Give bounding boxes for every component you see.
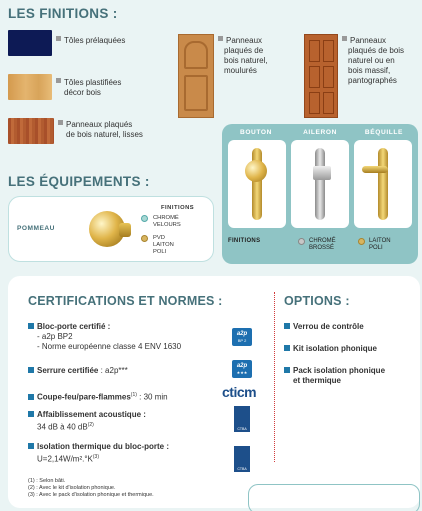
finition-item-5: Panneaux plaqués de bois naturel ou en bois massif, pantographés: [342, 36, 404, 86]
divider: [274, 292, 275, 462]
option-pack-isolation: Pack isolation phonique et thermique: [284, 366, 385, 386]
empty-box: [248, 484, 420, 511]
type-aileron: AILERON: [303, 129, 337, 136]
bullet-square-icon: [56, 78, 61, 83]
option-kit-phonique: Kit isolation phonique: [284, 344, 377, 353]
equipements-title: LES ÉQUIPEMENTS :: [8, 174, 150, 189]
cert-item-thermique: Isolation thermique du bloc-porte : $U=2,14W/m^2.^\circ K^{(3)}$: [28, 442, 169, 465]
pommeau-finitions-title: FINITIONS: [161, 205, 195, 211]
bullet-square-icon: [28, 323, 34, 329]
pommeau-card: [8, 196, 214, 262]
ctba-logo-1: CTBA: [234, 406, 250, 432]
finition-label: Tôles prélaquées: [64, 36, 126, 45]
handles-option-chrome: CHROMÉ BROSSÉ: [298, 238, 336, 252]
cert-item-acoustique: Affaiblissement acoustique : 34 dB à 40 $dB^{(2)}$: [28, 410, 146, 433]
bullet-square-icon: [28, 443, 34, 449]
a2p-logo-bp2: a2p BP 2: [232, 328, 252, 346]
swatch-prelaquee: [8, 30, 52, 56]
footnotes: (1) : Selon bâti. (2) : Avec le kit d'isolation phonique. (3) : Avec le pack d'isolation phonique et thermique.: [28, 478, 154, 498]
bullet-square-icon: [28, 367, 34, 373]
finition-item-2: Tôles plastifiées décor bois: [56, 78, 121, 98]
certifications-title: CERTIFICATIONS ET NORMES :: [28, 294, 223, 308]
finition-item-3: Panneaux plaqués de bois naturel, lisses: [58, 120, 143, 140]
a2p-logo-3stars: a2p ★★★: [232, 360, 252, 378]
door-moulure-image: [178, 34, 214, 118]
options-title: OPTIONS :: [284, 294, 350, 308]
cert-item-bloc-porte: Bloc-porte certifié : - a2p BP2 - Norme européenne classe 4 ENV 1630: [28, 322, 181, 352]
bouton-tile: [228, 140, 286, 228]
handles-finitions-label: FINITIONS: [228, 238, 261, 244]
bullet-square-icon: [28, 411, 34, 417]
ctba-logo-2: CTBA: [234, 446, 250, 472]
finitions-title: LES FINITIONS :: [8, 6, 118, 21]
knob-image: [89, 209, 131, 251]
pommeau-label: POMMEAU: [17, 225, 55, 232]
cert-item-serrure: Serrure certifiée : a2p***: [28, 366, 128, 376]
bequille-tile: [354, 140, 412, 228]
door-pantographe-image: [304, 34, 338, 118]
pommeau-option-pvd: PVD LAITON POLI: [141, 235, 151, 244]
cert-item-coupe-feu: Coupe-feu/pare-flammes$^{(1)}$ : 30 min: [28, 390, 168, 403]
swatch-plastifiee: [8, 74, 52, 100]
handles-option-laiton: LAITON POLI: [358, 238, 391, 252]
swatch-lisse: [8, 118, 54, 144]
cticm-logo: cticm: [222, 384, 257, 400]
bullet-square-icon: [284, 345, 290, 351]
handles-panel: [222, 124, 418, 264]
type-bequille: BÉQUILLE: [364, 129, 404, 136]
bullet-square-icon: [284, 323, 290, 329]
bullet-square-icon: [218, 36, 223, 41]
bullet-square-icon: [284, 367, 290, 373]
bullet-square-icon: [28, 394, 34, 400]
finition-item-4: Panneaux plaqués de bois naturel, moulurés: [218, 36, 268, 76]
certifications-card: [8, 276, 420, 508]
bullet-square-icon: [58, 120, 63, 125]
pommeau-option-chrome: CHROMÉ VELOURS: [141, 215, 151, 224]
option-verrou: Verrou de contrôle: [284, 322, 364, 331]
finition-item-1: [56, 36, 125, 46]
bullet-square-icon: [342, 36, 347, 41]
bullet-square-icon: [56, 36, 61, 41]
type-bouton: BOUTON: [239, 129, 273, 136]
aileron-tile: [291, 140, 349, 228]
